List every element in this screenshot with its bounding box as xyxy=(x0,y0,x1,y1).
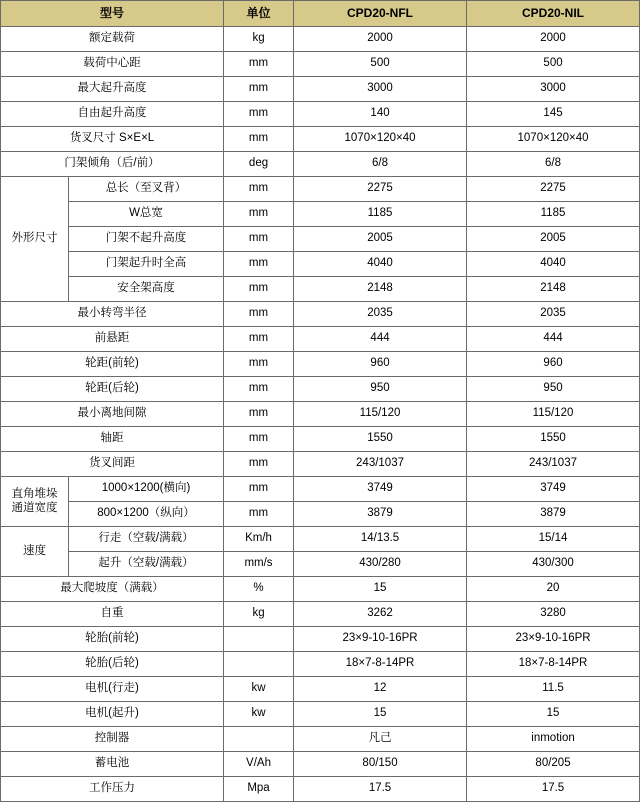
row-value-cpd20-nil: 950 xyxy=(467,377,640,402)
row-label: 总长（至叉背） xyxy=(69,177,224,202)
row-value-cpd20-nfl: 3879 xyxy=(294,502,467,527)
row-value-cpd20-nil: 2148 xyxy=(467,277,640,302)
row-label: 1000×1200(横向) xyxy=(69,477,224,502)
row-label: 800×1200（纵向） xyxy=(69,502,224,527)
row-value-cpd20-nfl: 115/120 xyxy=(294,402,467,427)
table-row xyxy=(1,502,640,527)
table-row xyxy=(1,677,640,702)
row-value-cpd20-nil: 6/8 xyxy=(467,152,640,177)
table-row xyxy=(1,202,640,227)
row-unit xyxy=(224,727,294,752)
row-label: 轮距(后轮) xyxy=(1,377,224,402)
row-value-cpd20-nil: 2275 xyxy=(467,177,640,202)
row-value-cpd20-nil: 115/120 xyxy=(467,402,640,427)
row-label: 门架不起升高度 xyxy=(69,227,224,252)
row-unit: mm xyxy=(224,502,294,527)
row-value-cpd20-nfl: 80/150 xyxy=(294,752,467,777)
row-label: 最小转弯半径 xyxy=(1,302,224,327)
table-row xyxy=(1,702,640,727)
row-value-cpd20-nil: 2005 xyxy=(467,227,640,252)
column-header-cpd20-nfl: CPD20-NFL xyxy=(294,1,467,27)
row-value-cpd20-nfl: 3262 xyxy=(294,602,467,627)
row-label: 电机(行走) xyxy=(1,677,224,702)
table-row xyxy=(1,602,640,627)
table-row xyxy=(1,352,640,377)
table-row xyxy=(1,277,640,302)
row-unit: kw xyxy=(224,677,294,702)
table-row xyxy=(1,252,640,277)
row-label: 载荷中心距 xyxy=(1,52,224,77)
row-value-cpd20-nfl: 500 xyxy=(294,52,467,77)
row-value-cpd20-nil: 15 xyxy=(467,702,640,727)
row-value-cpd20-nfl: 1550 xyxy=(294,427,467,452)
row-value-cpd20-nfl: 140 xyxy=(294,102,467,127)
row-label: 前悬距 xyxy=(1,327,224,352)
row-label: 货叉尺寸 S×E×L xyxy=(1,127,224,152)
row-label: 轮距(前轮) xyxy=(1,352,224,377)
row-label: 轮胎(前轮) xyxy=(1,627,224,652)
row-label: 额定载荷 xyxy=(1,27,224,52)
table-header-row xyxy=(1,1,640,27)
row-value-cpd20-nil: 243/1037 xyxy=(467,452,640,477)
table-row xyxy=(1,52,640,77)
row-unit: mm xyxy=(224,427,294,452)
row-value-cpd20-nfl: 2005 xyxy=(294,227,467,252)
row-value-cpd20-nil: 1070×120×40 xyxy=(467,127,640,152)
row-unit xyxy=(224,627,294,652)
table-row xyxy=(1,777,640,802)
row-value-cpd20-nil: 18×7-8-14PR xyxy=(467,652,640,677)
row-unit: mm xyxy=(224,377,294,402)
row-label: 自由起升高度 xyxy=(1,102,224,127)
row-group-label: 速度 xyxy=(1,527,69,577)
row-value-cpd20-nfl: 2035 xyxy=(294,302,467,327)
column-header-cpd20-nil: CPD20-NIL xyxy=(467,1,640,27)
row-unit: mm xyxy=(224,452,294,477)
row-value-cpd20-nfl: 17.5 xyxy=(294,777,467,802)
row-label: 自重 xyxy=(1,602,224,627)
row-unit: mm xyxy=(224,77,294,102)
row-value-cpd20-nfl: 3000 xyxy=(294,77,467,102)
row-unit xyxy=(224,652,294,677)
row-value-cpd20-nfl: 15 xyxy=(294,577,467,602)
row-value-cpd20-nfl: 950 xyxy=(294,377,467,402)
row-unit: % xyxy=(224,577,294,602)
row-unit: mm xyxy=(224,302,294,327)
row-label: 门架起升时全高 xyxy=(69,252,224,277)
row-unit: mm/s xyxy=(224,552,294,577)
row-value-cpd20-nil: 444 xyxy=(467,327,640,352)
row-unit: V/Ah xyxy=(224,752,294,777)
row-value-cpd20-nfl: 3749 xyxy=(294,477,467,502)
row-label: 最大起升高度 xyxy=(1,77,224,102)
row-label: 起升（空载/满载） xyxy=(69,552,224,577)
table-row xyxy=(1,302,640,327)
row-label: 轮胎(后轮) xyxy=(1,652,224,677)
row-value-cpd20-nil: 960 xyxy=(467,352,640,377)
row-unit: mm xyxy=(224,102,294,127)
row-unit: mm xyxy=(224,127,294,152)
column-header-unit: 单位 xyxy=(224,1,294,27)
column-header-model: 型号 xyxy=(1,1,224,27)
row-unit: mm xyxy=(224,177,294,202)
row-value-cpd20-nfl: 243/1037 xyxy=(294,452,467,477)
row-unit: mm xyxy=(224,202,294,227)
row-value-cpd20-nfl: 23×9-10-16PR xyxy=(294,627,467,652)
table-row xyxy=(1,402,640,427)
row-unit: mm xyxy=(224,327,294,352)
table-row xyxy=(1,552,640,577)
row-value-cpd20-nfl: 2148 xyxy=(294,277,467,302)
row-value-cpd20-nfl: 444 xyxy=(294,327,467,352)
table-row xyxy=(1,452,640,477)
table-row xyxy=(1,77,640,102)
table-row xyxy=(1,102,640,127)
row-label: 货叉间距 xyxy=(1,452,224,477)
row-value-cpd20-nil: 4040 xyxy=(467,252,640,277)
table-row xyxy=(1,177,640,202)
table-row xyxy=(1,427,640,452)
row-label: 行走（空载/满载） xyxy=(69,527,224,552)
row-label: W总宽 xyxy=(69,202,224,227)
row-value-cpd20-nil: inmotion xyxy=(467,727,640,752)
row-value-cpd20-nil: 2000 xyxy=(467,27,640,52)
row-value-cpd20-nfl: 4040 xyxy=(294,252,467,277)
table-header xyxy=(1,1,640,27)
table-row xyxy=(1,577,640,602)
row-unit: mm xyxy=(224,52,294,77)
row-value-cpd20-nil: 3749 xyxy=(467,477,640,502)
row-unit: mm xyxy=(224,477,294,502)
row-value-cpd20-nil: 430/300 xyxy=(467,552,640,577)
row-value-cpd20-nfl: 12 xyxy=(294,677,467,702)
table-row xyxy=(1,127,640,152)
row-value-cpd20-nfl: 18×7-8-14PR xyxy=(294,652,467,677)
row-value-cpd20-nil: 3000 xyxy=(467,77,640,102)
row-label: 轴距 xyxy=(1,427,224,452)
row-value-cpd20-nil: 500 xyxy=(467,52,640,77)
row-label: 最小离地间隙 xyxy=(1,402,224,427)
row-value-cpd20-nil: 80/205 xyxy=(467,752,640,777)
row-unit: deg xyxy=(224,152,294,177)
row-label: 蓄电池 xyxy=(1,752,224,777)
row-value-cpd20-nfl: 1185 xyxy=(294,202,467,227)
row-unit: mm xyxy=(224,402,294,427)
table-row xyxy=(1,527,640,552)
row-label: 工作压力 xyxy=(1,777,224,802)
row-value-cpd20-nfl: 960 xyxy=(294,352,467,377)
row-value-cpd20-nil: 23×9-10-16PR xyxy=(467,627,640,652)
row-value-cpd20-nil: 20 xyxy=(467,577,640,602)
row-label: 门架倾角（后/前） xyxy=(1,152,224,177)
table-row xyxy=(1,477,640,502)
table-row xyxy=(1,727,640,752)
row-value-cpd20-nil: 11.5 xyxy=(467,677,640,702)
row-label: 电机(起升) xyxy=(1,702,224,727)
row-value-cpd20-nil: 3280 xyxy=(467,602,640,627)
row-unit: Km/h xyxy=(224,527,294,552)
row-unit: Mpa xyxy=(224,777,294,802)
table-row xyxy=(1,752,640,777)
row-value-cpd20-nfl: 430/280 xyxy=(294,552,467,577)
table-row xyxy=(1,377,640,402)
row-value-cpd20-nil: 17.5 xyxy=(467,777,640,802)
row-unit: mm xyxy=(224,352,294,377)
row-value-cpd20-nfl: 14/13.5 xyxy=(294,527,467,552)
row-unit: mm xyxy=(224,227,294,252)
table-row xyxy=(1,227,640,252)
row-unit: kw xyxy=(224,702,294,727)
row-label: 控制器 xyxy=(1,727,224,752)
row-value-cpd20-nil: 15/14 xyxy=(467,527,640,552)
row-label: 安全架高度 xyxy=(69,277,224,302)
table-row xyxy=(1,152,640,177)
table-row xyxy=(1,27,640,52)
row-value-cpd20-nfl: 1070×120×40 xyxy=(294,127,467,152)
row-value-cpd20-nfl: 15 xyxy=(294,702,467,727)
row-value-cpd20-nil: 145 xyxy=(467,102,640,127)
row-value-cpd20-nil: 1550 xyxy=(467,427,640,452)
row-value-cpd20-nfl: 6/8 xyxy=(294,152,467,177)
table-row xyxy=(1,652,640,677)
row-value-cpd20-nil: 2035 xyxy=(467,302,640,327)
row-value-cpd20-nil: 1185 xyxy=(467,202,640,227)
row-unit: mm xyxy=(224,277,294,302)
row-value-cpd20-nil: 3879 xyxy=(467,502,640,527)
row-value-cpd20-nfl: 凡己 xyxy=(294,727,467,752)
row-unit: kg xyxy=(224,27,294,52)
table-row xyxy=(1,627,640,652)
row-unit: mm xyxy=(224,252,294,277)
row-group-label: 外形尺寸 xyxy=(1,177,69,302)
row-value-cpd20-nfl: 2275 xyxy=(294,177,467,202)
row-unit: kg xyxy=(224,602,294,627)
row-group-label: 直角堆垛 通道宽度 xyxy=(1,477,69,527)
table-row xyxy=(1,327,640,352)
table-body xyxy=(1,27,640,802)
row-value-cpd20-nfl: 2000 xyxy=(294,27,467,52)
row-label: 最大爬坡度（满载） xyxy=(1,577,224,602)
